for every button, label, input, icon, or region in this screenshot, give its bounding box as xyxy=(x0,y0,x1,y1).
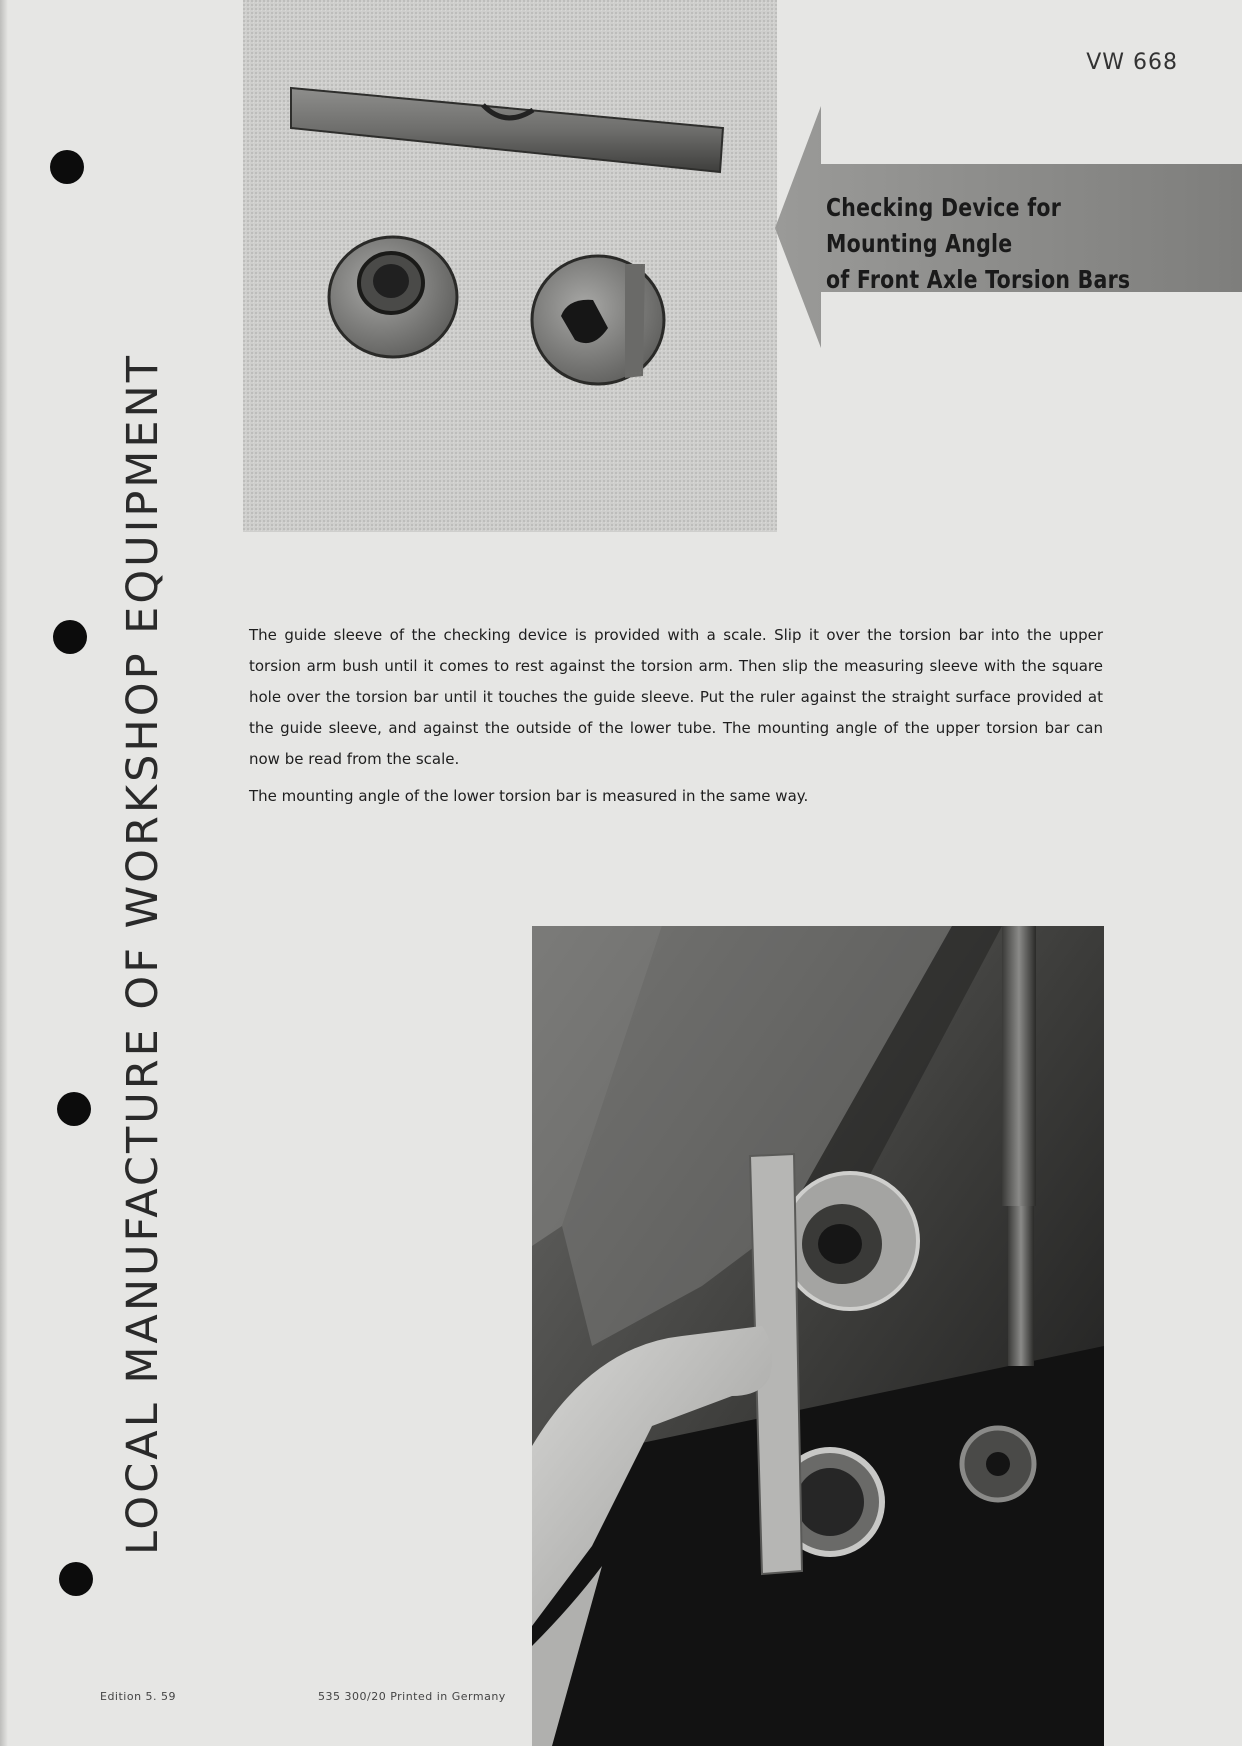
binder-hole-2 xyxy=(53,620,87,654)
print-info: 535 300/20 Printed in Germany xyxy=(318,1690,506,1703)
document-title xyxy=(826,190,1162,298)
measurement-photo xyxy=(532,926,1104,1746)
binder-hole-4 xyxy=(59,1562,93,1596)
title-line-1: Checking Device for Mounting Angle xyxy=(826,193,1062,258)
paragraph-1: The guide sleeve of the checking device is provided with a scale. Slip it over the torsion bar into the upper torsion arm bush until it comes to rest against the torsion arm. Then slip the measuring sleeve with the square hole over the torsion bar until it touches the guide sleeve. Put the ruler against the straight surface provided at the guide sleeve, and against the outside of the lower tube. The mounting angle of the upper torsion bar can now be read from the scale. xyxy=(249,626,1103,768)
page-edge-shadow xyxy=(0,0,8,1746)
spine-title: LOCAL MANUFACTURE OF WORKSHOP EQUIPMENT xyxy=(118,353,168,1555)
edition-label: Edition 5. 59 xyxy=(100,1690,177,1703)
device-parts-photo xyxy=(243,0,777,532)
binder-hole-1 xyxy=(50,150,84,184)
instructions-text xyxy=(249,620,1103,818)
document-number: VW 668 xyxy=(1086,50,1178,75)
paragraph-2: The mounting angle of the lower torsion bar is measured in the same way. xyxy=(249,787,809,805)
title-line-2: of Front Axle Torsion Bars xyxy=(826,265,1131,294)
binder-hole-3 xyxy=(57,1092,91,1126)
